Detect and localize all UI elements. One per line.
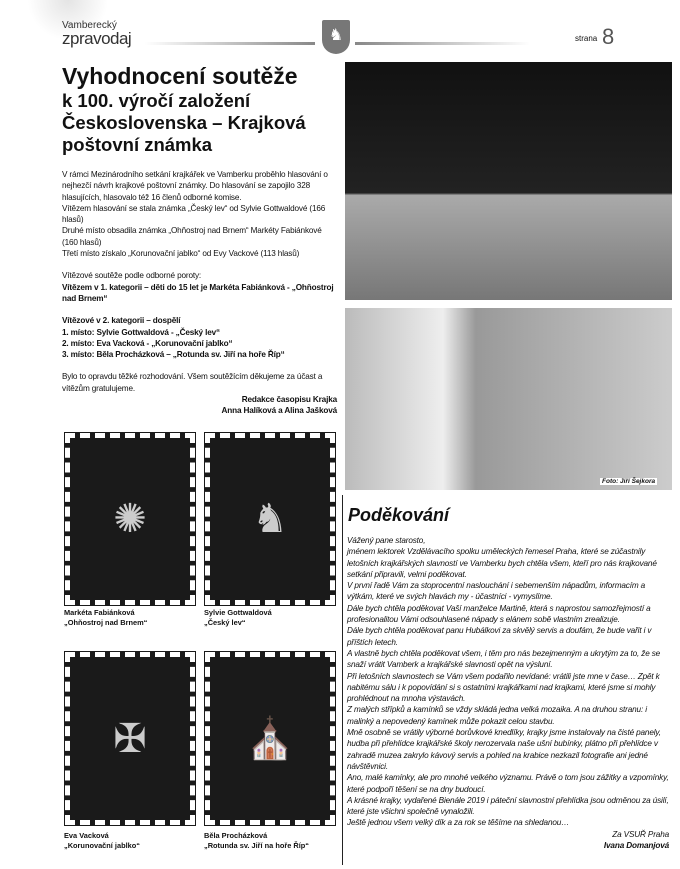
paragraph: Při letošních slavnostech se Vám všem podařilo nevídané: vrátili jste mne v čase… Zpět k nabitému sálu i k popovídání si s ostatními krajkářkami nad krajkami, které jsme si mohly prohlédnout na mnoha výstavách. xyxy=(347,671,660,704)
page-label: strana xyxy=(575,34,598,43)
stamp-image: ♞ xyxy=(205,433,335,605)
title-line-2: k 100. výročí založení Československa – Krajková poštovní známka xyxy=(62,90,306,155)
thanks-title: Poděkování xyxy=(348,505,450,525)
paragraph: jménem lektorek Vzdělávacího spolku uměleckých řemesel Praha, které se zúčastnily letošních krajkářských slavností ve Vamberku bych chtěla všem, kteří pro nás krajkované setkání připravili, velmi poděkovat. xyxy=(347,547,657,579)
paragraph: Mně osobně se vrátily výborné borůvkové knedlíky, krajky jsme instalovaly na čisté panely, hudba při přehlídce krajkářské školy nerozervala naše ušní bubínky, plátno při přehlídce v zahradě muzea zakrylo kávový servis a pohled na krabice nezkazil fotografie ani jedné návštěvnici. xyxy=(347,728,661,771)
divider xyxy=(355,42,530,45)
paragraph: V rámci Mezinárodního setkání krajkářek ve Vamberku proběhlo hlasování o nejhezčí návrh krajkové poštovní známky. Do hlasování se zapojilo 328 hlasujících, hlasovalo též 16 členů odborné komise. xyxy=(62,170,328,202)
paragraph: Z malých střípků a kamínků se vždy skládá jedna velká mozaika. A na druhou stranu: i malinký a nepovedený kamínek může pokazit celou stavbu. xyxy=(347,705,647,726)
masthead-bottom: zpravodaj xyxy=(62,29,132,48)
stamp-image: ⛪ xyxy=(205,652,335,825)
signature: Za VSUŘ Praha xyxy=(612,829,669,839)
paragraph: Dále bych chtěla poděkovat panu Hubálkovi za skvělý servis a doufám, že bude vařit i v příštích letech. xyxy=(347,626,652,647)
title-line-1: Vyhodnocení soutěže xyxy=(62,63,298,89)
photo-credit: Foto: Jiří Šejkora xyxy=(602,478,656,485)
paragraph: Vážený pane starosto, xyxy=(347,536,426,545)
paragraph: Druhé místo obsadila známka „Ohňostroj nad Brnem“ Markéty Fabiánkové (160 hlasů) xyxy=(62,226,322,247)
category-2-heading: Vítězové v 2. kategorii – dospělí xyxy=(62,316,181,326)
coat-of-arms-icon: ♞ xyxy=(322,20,350,54)
category-1-winner: Vítězem v 1. kategorii – děti do 15 let je Markéta Fabiánková - „Ohňostroj nad Brnem“ xyxy=(62,282,334,303)
stamp-caption: Sylvie Gottwaldová „Český lev“ xyxy=(204,608,272,627)
divider xyxy=(145,42,315,45)
paragraph: Třetí místo získalo „Korunovační jablko“ od Evy Vackové (113 hlasů) xyxy=(62,249,300,259)
stamp-caption: Eva Vacková „Korunovační jablko“ xyxy=(64,831,140,850)
signature: Anna Halíková a Alina Jašková xyxy=(221,406,337,416)
article-body xyxy=(62,169,337,417)
paragraph: A vlastně bych chtěla poděkovat všem, i těm pro nás bezejmenným a ukrytým za to, že se snaží vrátit Vamberk a krajkářské slavnosti opět na výsluní. xyxy=(347,648,661,670)
paragraph: Ještě jednou všem velký dík a za rok se těšíme na shledanou… xyxy=(347,818,570,828)
page-number: 8 xyxy=(602,24,615,49)
place-2: 2. místo: Eva Vacková - „Korunovační jablko“ xyxy=(62,338,233,348)
masthead-top: Vamberecký xyxy=(62,20,117,31)
photo-models-lace xyxy=(345,62,672,300)
stamp-caption: Markéta Fabiánková „Ohňostroj nad Brnem“ xyxy=(64,608,148,627)
place-3: 3. místo: Běla Procházková – „Rotunda sv. Jiří na hoře Říp“ xyxy=(62,350,285,360)
photo-exhibition-hall xyxy=(345,308,672,490)
stamp-caption: Běla Procházková „Rotunda sv. Jiří na hoře Říp“ xyxy=(204,831,309,850)
article-title xyxy=(62,62,342,156)
paragraph: Vítězem hlasování se stala známka „Český lev“ od Sylvie Gottwaldové (166 hlasů) xyxy=(62,203,326,225)
signature: Ivana Domanjová xyxy=(603,841,669,851)
paragraph: V první řadě Vám za stoprocentní naslouchání i sebemenším nápadům, informacím a výtkám, které ve svých hlavách my - účastníci - vymyslíme. xyxy=(347,581,646,602)
stamp-image: ✠ xyxy=(65,652,195,825)
jury-heading: Vítězové soutěže podle odborné poroty: xyxy=(62,271,202,281)
thanks-body xyxy=(347,535,669,851)
column-divider xyxy=(342,495,343,865)
closing: Bylo to opravdu těžké rozhodování. Všem soutěžícím děkujeme za účast a vítězům gratulujeme. xyxy=(62,372,323,393)
place-1: 1. místo: Sylvie Gottwaldová - „Český lev“ xyxy=(62,327,220,337)
paragraph: A krásné krajky, vydařené Bienále 2019 i páteční slavnostní přehlídka jsou odměnou za úsilí, které jste všichni společně vynaložili. xyxy=(347,795,669,817)
paragraph: Dále bych chtěla poděkovat Vaší manželce Martině, která s naprostou samozřejmostí a profesionalitou Vámi odsouhlasené nápady s elánem sobě vlastním zrealizuje. xyxy=(347,603,651,625)
signature: Redakce časopisu Krajka xyxy=(241,395,337,405)
stamp-image: ✺ xyxy=(65,433,195,605)
paragraph: Ano, malé kamínky, ale pro mnohé velkého významu. Právě o tom jsou zážitky a vzpomínky, které podpoří těšení se na dny budoucí. xyxy=(347,773,669,794)
